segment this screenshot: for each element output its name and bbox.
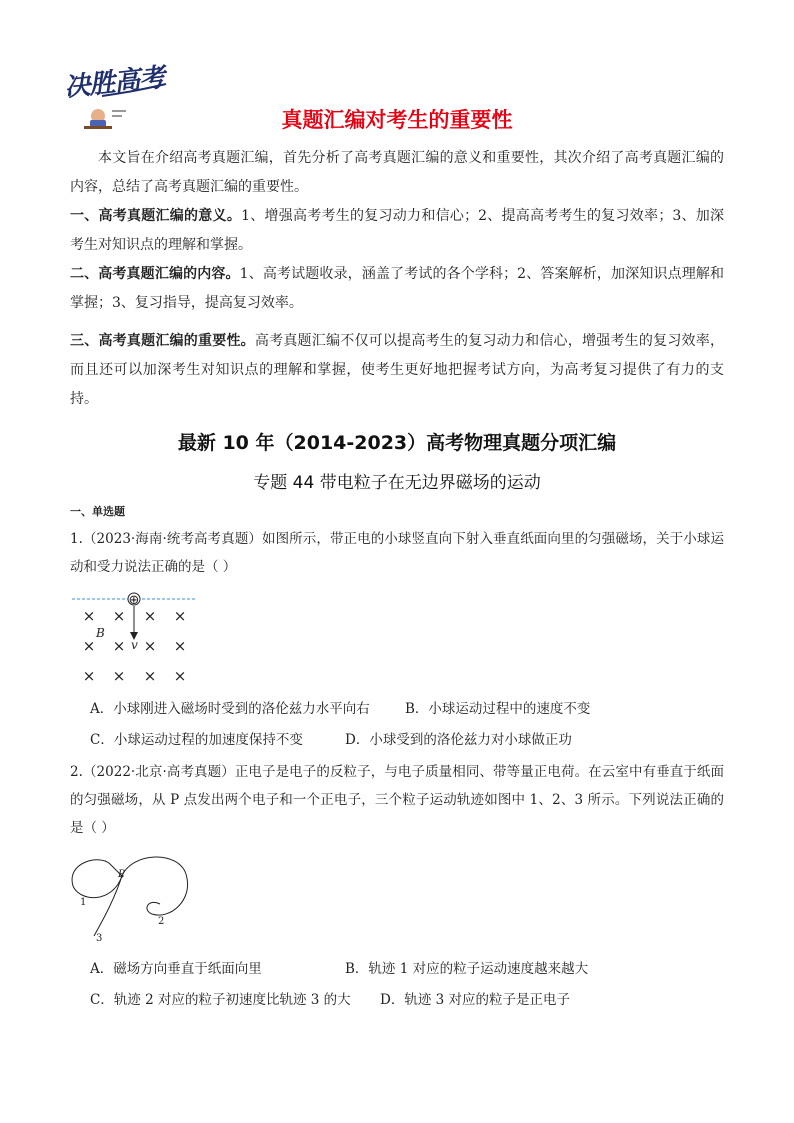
point-p-label: P	[118, 869, 125, 880]
intro-point-3	[70, 327, 724, 414]
field-cross: ×	[143, 637, 157, 655]
field-cross: ×	[82, 607, 96, 625]
track-3-label: 3	[96, 933, 103, 944]
track-2	[122, 857, 188, 915]
q2-option-d[interactable]: D．轨迹 3 对应的粒子是正电子	[380, 992, 570, 1008]
intro-paragraph: 本文旨在介绍高考真题汇编，首先分析了高考真题汇编的意义和重要性，其次介绍了高考真题汇编的内容，总结了高考真题汇编的重要性。	[70, 150, 724, 195]
q1-option-b[interactable]: B．小球运动过程中的速度不变	[405, 701, 591, 717]
q1-option-d[interactable]: D．小球受到的洛伦兹力对小球做正功	[345, 732, 572, 748]
track-1-label: 1	[80, 897, 87, 908]
main-title: 最新 10 年（2014-2023）高考物理真题分项汇编	[177, 432, 617, 454]
field-cross: ×	[112, 637, 126, 655]
track-2-label: 2	[158, 916, 165, 927]
point-heading: 一、高考真题汇编的意义。	[70, 208, 242, 224]
q2-option-b[interactable]: B．轨迹 1 对应的粒子运动速度越来越大	[345, 961, 589, 977]
point-body: 高考真题汇编不仅可以提高考生的复习动力和信心，增强考生的复习效率，而且还可以加深考生对知识点的理解和掌握，使考生更好地把握考试方向，为高考复习提供了有力的支持。	[70, 333, 724, 407]
velocity-label: v	[131, 638, 138, 652]
field-label: B	[96, 626, 105, 640]
q2-option-c[interactable]: C．轨迹 2 对应的粒子初速度比轨迹 3 的大	[90, 992, 351, 1008]
point-heading: 二、高考真题汇编的内容。	[70, 266, 240, 282]
field-cross: ×	[143, 607, 157, 625]
q1-option-c[interactable]: C．小球运动过程的加速度保持不变	[90, 732, 303, 748]
q1-option-a[interactable]: A．小球刚进入磁场时受到的洛伦兹力水平向右	[90, 701, 370, 717]
field-cross: ×	[112, 607, 126, 625]
question-2-body: 2.（2022·北京·高考真题）正电子是电子的反粒子，与电子质量相同、带等量正电荷。在云室中有垂直于纸面的匀强磁场，从 P 点发出两个电子和一个正电子，三个粒子运动轨迹如图中 1、2、3 所示。下列说法正确的是（ ）	[70, 764, 724, 836]
point-heading: 三、高考真题汇编的重要性。	[70, 333, 255, 349]
question-1-text: 1.（2023·海南·统考高考真题）如图所示，带正电的小球竖直向下射入垂直纸面向里的匀强磁场，关于小球运动和受力说法正确的是（ ）	[70, 531, 724, 575]
question-1-figure	[70, 590, 210, 690]
logo-text: 决胜高考	[62, 62, 166, 104]
question-2-figure	[68, 852, 198, 944]
track-1	[72, 860, 122, 898]
charge-symbol: ⊕	[128, 593, 140, 608]
field-cross: ×	[112, 667, 126, 685]
section-heading: 一、单选题	[70, 505, 125, 518]
field-cross: ×	[173, 607, 187, 625]
q2-option-a[interactable]: A．磁场方向垂直于纸面向里	[90, 961, 262, 977]
question-2-text	[70, 758, 724, 842]
intro-point-1	[70, 202, 724, 260]
field-cross: ×	[173, 637, 187, 655]
point-body: 1、高考试题收录，涵盖了考试的各个学科；2、答案解析，加深知识点理解和掌握；3、复习指导，提高复习效率。	[70, 266, 725, 311]
intro-point-2	[70, 260, 724, 318]
field-cross: ×	[82, 637, 96, 655]
field-cross: ×	[143, 667, 157, 685]
field-cross: ×	[173, 667, 187, 685]
sub-title: 专题 44 带电粒子在无边界磁场的运动	[253, 473, 541, 493]
page-title: 真题汇编对考生的重要性	[281, 108, 513, 132]
point-body: 1、增强高考考生的复习动力和信心；2、提高高考考生的复习效率；3、加深考生对知识点的理解和掌握。	[70, 208, 724, 253]
field-cross: ×	[82, 667, 96, 685]
